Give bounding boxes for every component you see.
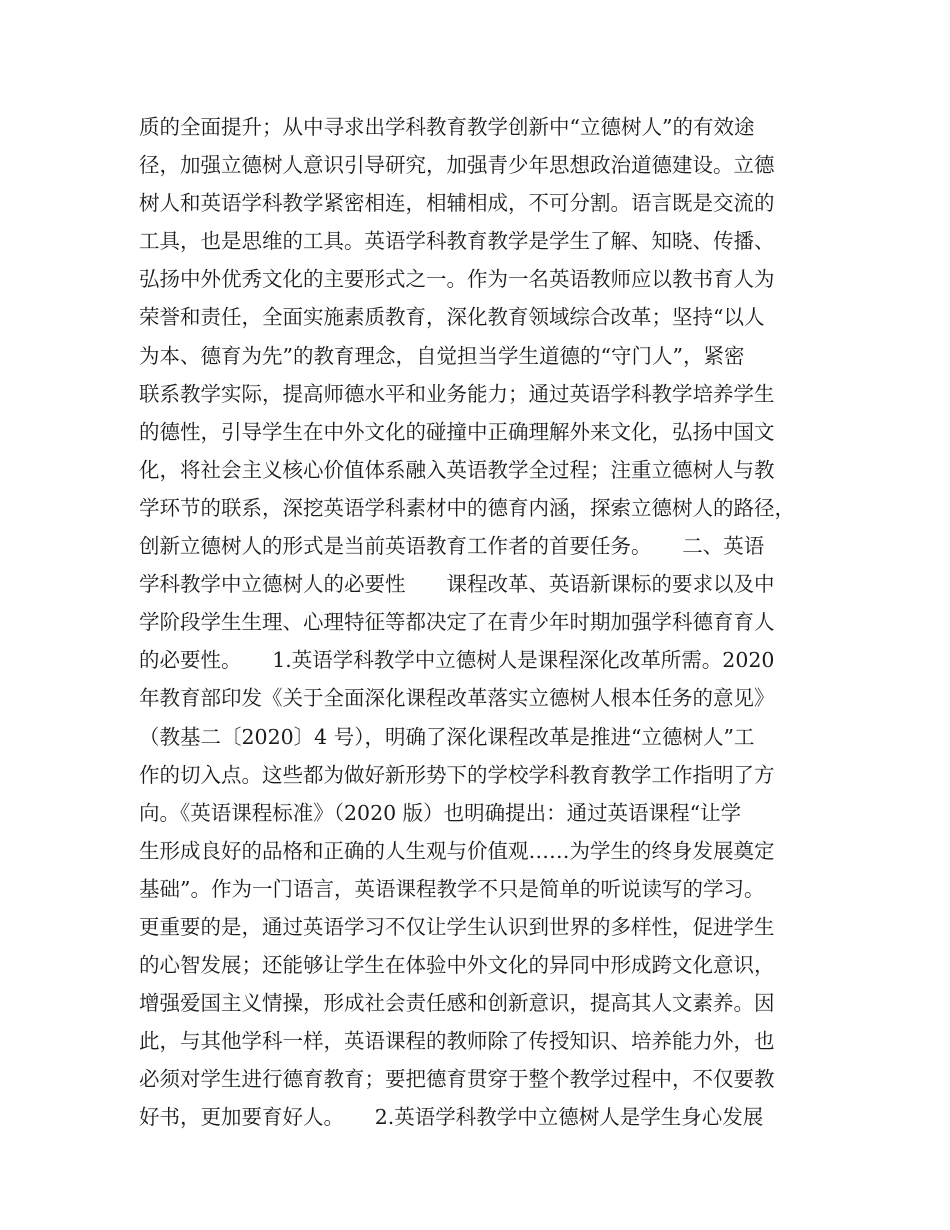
text-line: 作的切入点。这些都为做好新形势下的学校学科教育教学工作指明了方	[139, 762, 775, 787]
text-line: 为本、德育为先”的教育理念，自觉担当学生道德的“守门人”，紧密	[139, 343, 745, 368]
text-line: 学环节的联系，深挖英语学科素材中的德育内涵，探索立德树人的路径，	[139, 495, 795, 520]
text-line: 创新立德树人的形式是当前英语教育工作者的首要任务。 二、英语	[139, 534, 765, 559]
text-line: 工具，也是思维的工具。英语学科教育教学是学生了解、知晓、传播、	[139, 229, 775, 254]
text-line: 必须对学生进行德育教育；要把德育贯穿于整个教学过程中，不仅要教	[139, 1067, 775, 1092]
text-line: 年教育部印发《关于全面深化课程改革落实立德树人根本任务的意见》	[139, 686, 775, 711]
body-text	[139, 108, 829, 1137]
text-line: 学阶段学生生理、心理特征等都决定了在青少年时期加强学科德育育人	[139, 610, 775, 635]
text-line: 的心智发展；还能够让学生在体验中外文化的异同中形成跨文化意识，	[139, 953, 775, 978]
text-line: 联系教学实际，提高师德水平和业务能力；通过英语学科教学培养学生	[139, 381, 775, 406]
text-line: 更重要的是，通过英语学习不仅让学生认识到世界的多样性，促进学生	[139, 914, 775, 939]
text-line: （教基二〔2020〕4 号），明确了深化课程改革是推进“立德树人”工	[139, 724, 755, 749]
text-line: 增强爱国主义情操，形成社会责任感和创新意识，提高其人文素养。因	[139, 991, 775, 1016]
text-line: 好书，更加要育好人。 2.英语学科教学中立德树人是学生身心发展	[139, 1105, 764, 1130]
text-line: 生形成良好的品格和正确的人生观与价值观……为学生的终身发展奠定	[139, 838, 775, 863]
text-line: 学科教学中立德树人的必要性 课程改革、英语新课标的要求以及中	[139, 572, 775, 597]
text-line: 此，与其他学科一样，英语课程的教师除了传授知识、培养能力外，也	[139, 1029, 775, 1054]
text-line: 径，加强立德树人意识引导研究，加强青少年思想政治道德建设。立德	[139, 153, 775, 178]
text-line: 化，将社会主义核心价值体系融入英语教学全过程；注重立德树人与教	[139, 457, 775, 482]
text-line: 荣誉和责任，全面实施素质教育，深化教育领域综合改革；坚持“以人	[139, 305, 765, 330]
text-line: 的必要性。 1.英语学科教学中立德树人是课程深化改革所需。2020	[139, 648, 775, 673]
text-line: 弘扬中外优秀文化的主要形式之一。作为一名英语教师应以教书育人为	[139, 267, 775, 292]
text-line: 向。《英语课程标准》（2020 版）也明确提出：通过英语课程“让学	[139, 800, 742, 825]
text-line: 树人和英语学科教学紧密相连，相辅相成，不可分割。语言既是交流的	[139, 191, 775, 216]
text-line: 质的全面提升；从中寻求出学科教育教学创新中“立德树人”的有效途	[139, 115, 755, 139]
text-line: 基础”。作为一门语言，英语课程教学不只是简单的听说读写的学习。	[139, 876, 765, 901]
text-line: 的德性，引导学生在中外文化的碰撞中正确理解外来文化，弘扬中国文	[139, 419, 775, 444]
